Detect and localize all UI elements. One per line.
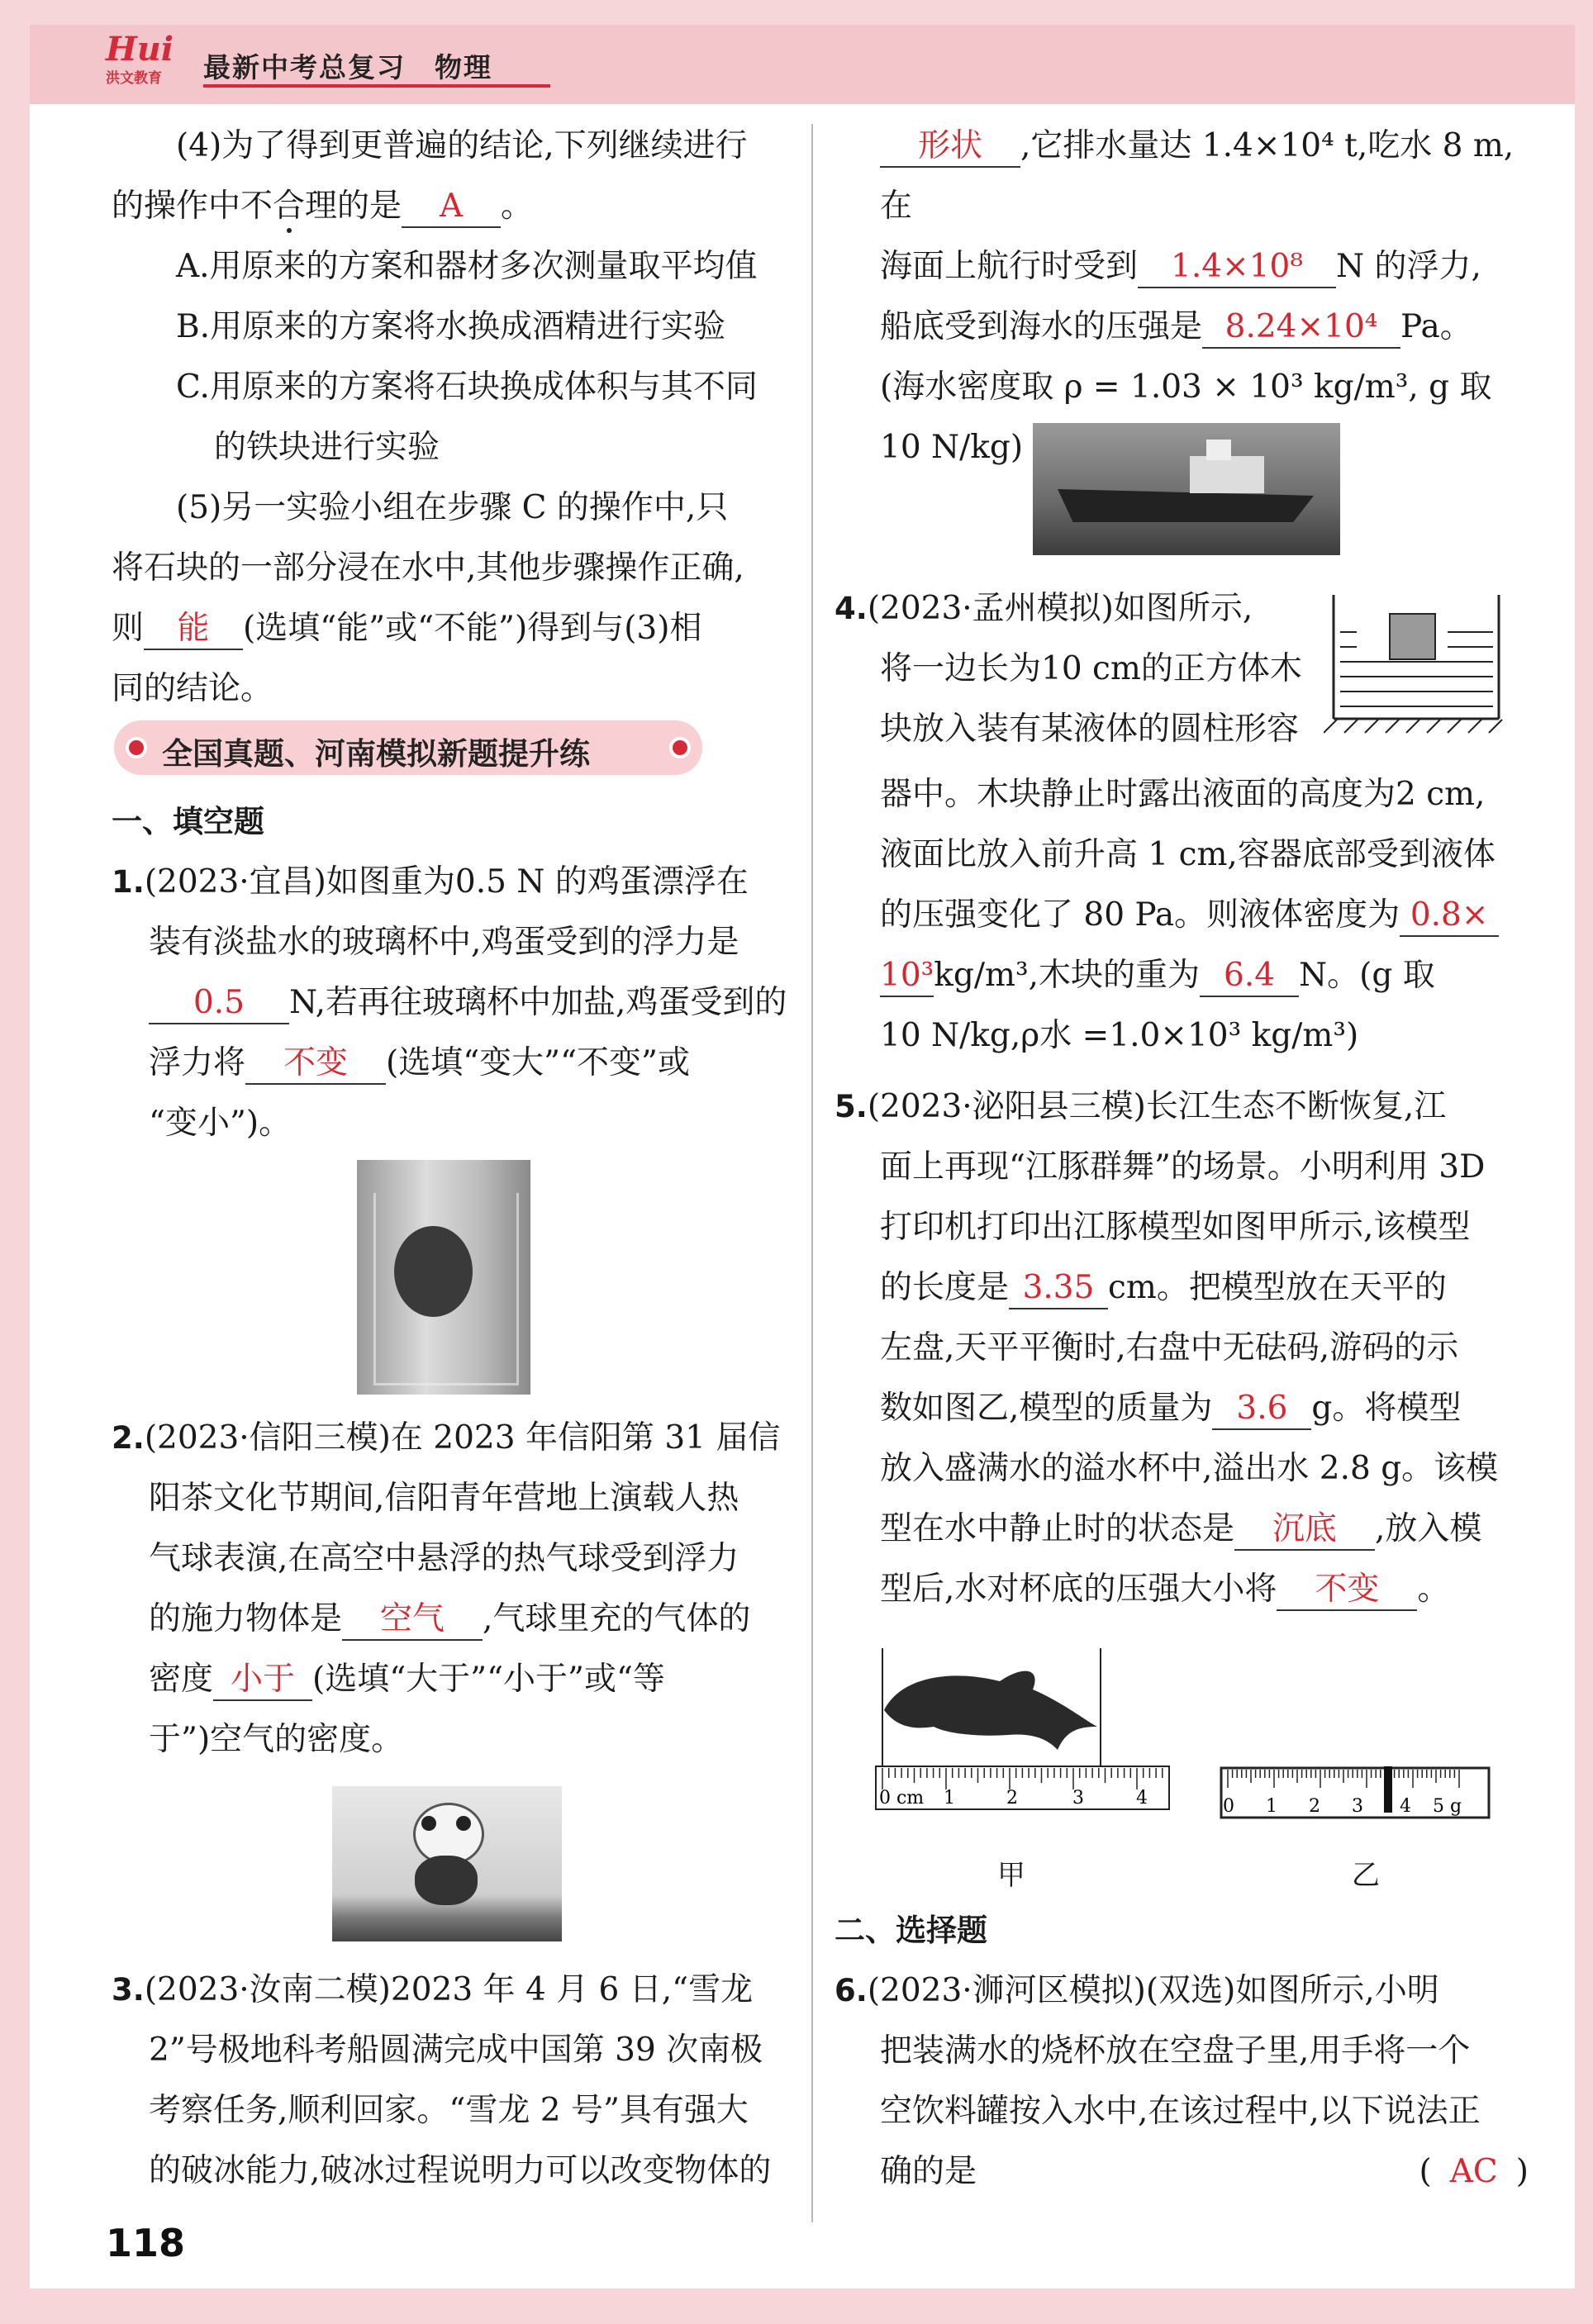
left-questions: [112, 791, 789, 1153]
p4-line8: 10 N/kg,ρ水 =1.0×10³ kg/m³): [880, 1017, 1359, 1054]
scale-label-1: 1: [1266, 1796, 1277, 1817]
scale-label-5: 5 g: [1433, 1796, 1462, 1817]
p2-line2: 阳茶文化节期间,信阳青年营地上演载人热: [149, 1480, 739, 1517]
balance-beam-scale: [1215, 1760, 1496, 1826]
header-underline: [203, 84, 550, 88]
scale-label-4: 4: [1400, 1796, 1411, 1817]
p4-line2: 将一边长为10 cm的正方体木: [880, 650, 1302, 687]
p4-line4: 器中。木块静止时露出液面的高度为2 cm,: [880, 776, 1486, 813]
banner-title: 全国真题、河南模拟新题提升练: [162, 736, 590, 772]
ruler-label-1: 1: [944, 1788, 955, 1808]
answer-blank: A: [402, 187, 501, 228]
option-c: C.用原来的方案将石块换成体积与其不同: [176, 368, 758, 406]
egg-in-glass-photo: [357, 1160, 530, 1395]
icebreaker-ship-photo: [1033, 423, 1340, 555]
publisher-logo: Hui 洪文教育: [106, 30, 174, 87]
banner-dot-left: [126, 737, 147, 758]
p3-line3: 考察任务,顺利回家。“雪龙 2 号”具有强大: [149, 2092, 749, 2129]
figure-label-yi: 乙: [1352, 1859, 1380, 1892]
p2-line5: 密度 小于 (选填“大于”“小于”或“等: [112, 1649, 789, 1709]
p5-block: [835, 1076, 1537, 1619]
p3-line2: 2”号极地科考船圆满完成中国第 39 次南极: [149, 2032, 763, 2069]
p1-line4: 浮力将 不变 (选填“变大”“不变”或: [112, 1033, 789, 1093]
p4-line1: 4.(2023·孟州模拟)如图所示,: [835, 590, 1253, 627]
p5-line6: 数如图乙,模型的质量为 3.6 g。将模型: [835, 1378, 1537, 1438]
p3-block: [112, 1960, 789, 2201]
p6-line1: 6.(2023·浉河区模拟)(双选)如图所示,小明: [835, 1972, 1439, 2009]
p6-line4: 确的是 ( AC ): [835, 2141, 1537, 2202]
ruler-label-4: 4: [1136, 1788, 1148, 1808]
ruler-label-2: 2: [1006, 1788, 1018, 1808]
p6-block: [835, 1900, 1537, 2202]
p4-line3: 块放入装有某液体的圆柱形容: [880, 711, 1300, 748]
answer-paren: ( AC ): [1419, 2153, 1529, 2190]
column-divider: [811, 124, 813, 2222]
q5-stem: (5)另一实验小组在步骤 C 的操作中,只: [176, 489, 729, 526]
p1-line3: 0.5 N,若再往玻璃杯中加盐,鸡蛋受到的: [112, 972, 789, 1033]
section-multiple-choice: 二、选择题: [835, 1913, 987, 1948]
p3-line1: 3.(2023·汝南二模)2023 年 4 月 6 日,“雪龙: [112, 1971, 754, 2008]
p6-line2: 把装满水的烧杯放在空盘子里,用手将一个: [880, 2032, 1471, 2070]
p1-line5: “变小”)。: [149, 1105, 292, 1142]
container-diagram: [1324, 591, 1507, 735]
p3-cont3: 船底受到海水的压强是 8.24×10⁴ Pa。: [880, 297, 1520, 357]
q5-line4: 同的结论。: [112, 670, 273, 707]
emphasis-dots: 不合理: [240, 188, 338, 225]
p4-block: [835, 578, 1330, 759]
option-c-cont: 的铁块进行实验: [214, 429, 440, 466]
p3-line4: 的破冰能力,破冰过程说明力可以改变物体的: [149, 2152, 772, 2189]
p5-line7: 放入盛满水的溢水杯中,溢出水 2.8 g。该模: [880, 1450, 1499, 1487]
rider-marker: [1384, 1766, 1392, 1813]
scale-label-2: 2: [1309, 1796, 1320, 1817]
p5-line2: 面上再现“江豚群舞”的场景。小明利用 3D: [880, 1148, 1486, 1186]
p5-line5: 左盘,天平平衡时,右盘中无砝码,游码的示: [880, 1329, 1459, 1366]
p2-line1: 2.(2023·信阳三模)在 2023 年信阳第 31 届信: [112, 1419, 781, 1457]
p5-line3: 打印机打印出江豚模型如图甲所示,该模型: [880, 1209, 1471, 1246]
section-banner: [114, 720, 702, 775]
page-number: 118: [106, 2221, 186, 2265]
p5-line8: 型在水中静止时的状态是 沉底 ,放入模: [835, 1499, 1537, 1559]
p3-cont4: (海水密度取 ρ = 1.03 × 10³ kg/m³, g 取: [880, 368, 1492, 406]
scale-label-3: 3: [1352, 1796, 1363, 1817]
p4-block-cont: [880, 764, 1533, 1066]
p1-line1: 1.(2023·宜昌)如图重为0.5 N 的鸡蛋漂浮在: [112, 863, 749, 901]
banner-dot-right: [669, 737, 691, 758]
p5-line4: 的长度是 3.35 cm。把模型放在天平的: [835, 1257, 1537, 1318]
p2-line3: 气球表演,在高空中悬浮的热气球受到浮力: [149, 1540, 739, 1577]
p2-block: [112, 1408, 789, 1770]
p4-line5: 液面比放入前升高 1 cm,容器底部受到液体: [880, 836, 1496, 873]
figure-label-jia: 甲: [997, 1859, 1025, 1892]
option-a: A.用原来的方案和器材多次测量取平均值: [176, 248, 758, 285]
ruler-label-0: 0 cm: [879, 1788, 925, 1808]
p1-line2: 装有淡盐水的玻璃杯中,鸡蛋受到的浮力是: [149, 924, 739, 961]
book-title: 最新中考总复习 物理: [203, 51, 492, 83]
option-b: B.用原来的方案将水换成酒精进行实验: [176, 308, 726, 345]
q4-stem-line2: 的操作中不合理的是 A 。: [112, 176, 781, 236]
q4-stem: (4)为了得到更普遍的结论,下列继续进行: [176, 127, 748, 164]
p6-line3: 空饮料罐按入水中,在该过程中,以下说法正: [880, 2093, 1481, 2130]
q5-line2: 将石块的一部分浸在水中,其他步骤操作正确,: [112, 549, 744, 587]
q5-line3: 则 能 (选填“能”或“不能”)得到与(3)相: [112, 598, 781, 658]
p3-cont1: 形状 ,它排水量达 1.4×10⁴ t,吃水 8 m,在: [880, 127, 1515, 225]
p4-line6: 的压强变化了 80 Pa。则液体密度为 0.8×: [880, 885, 1533, 945]
hot-air-balloon-photo: [332, 1786, 562, 1941]
p3-cont2: 海面上航行时受到 1.4×10⁸ N 的浮力,: [880, 236, 1520, 297]
dolphin-ruler-figure: [868, 1644, 1173, 1826]
left-column: [112, 116, 781, 719]
answer-blank: 能: [144, 609, 243, 650]
p5-line1: 5.(2023·泌阳县三模)长江生态不断恢复,江: [835, 1088, 1447, 1125]
ruler-label-3: 3: [1072, 1788, 1084, 1808]
p5-line9: 型后,水对杯底的压强大小将 不变 。: [835, 1559, 1537, 1619]
p3-cont5: 10 N/kg): [880, 429, 1024, 466]
scale-label-0: 0: [1223, 1796, 1234, 1817]
p2-line4: 的施力物体是 空气 ,气球里充的气体的: [112, 1589, 789, 1649]
p4-line7: 10³kg/m³,木块的重为 6.4 N。(g 取: [880, 945, 1533, 1005]
p2-line6: 于”)空气的密度。: [149, 1721, 404, 1758]
section-fill-blank: 一、填空题: [112, 804, 264, 839]
